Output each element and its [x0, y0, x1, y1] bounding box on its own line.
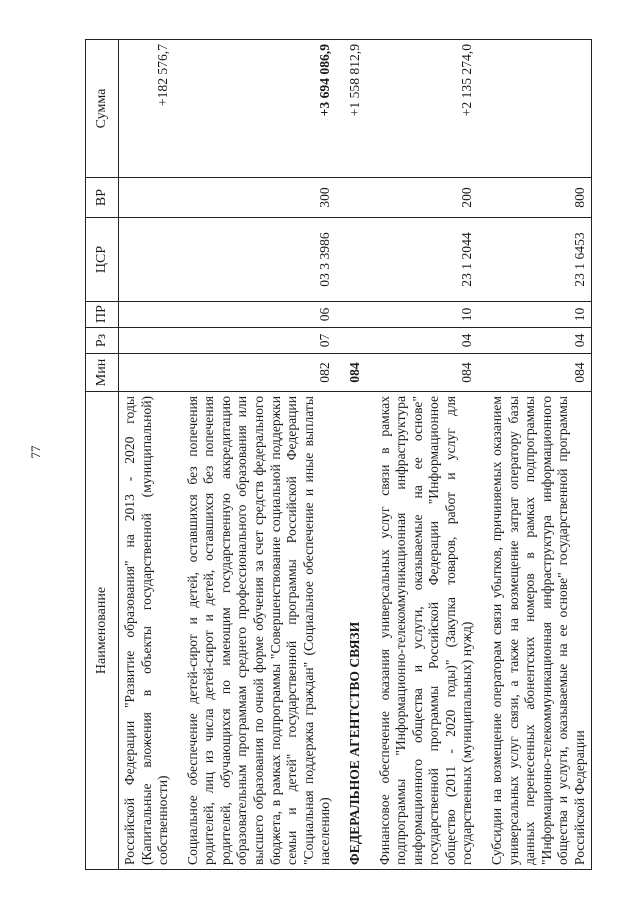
- table-header-row: [86, 40, 119, 870]
- row-sum: +2 135 274,0: [367, 40, 479, 178]
- row-vr: 300: [175, 178, 337, 218]
- table-row: [479, 40, 592, 870]
- row-csr: [337, 218, 367, 302]
- row-pr: [337, 302, 367, 328]
- header-sum: Сумма: [86, 40, 119, 178]
- row-min: 084: [337, 354, 367, 392]
- row-rz: 04: [367, 328, 479, 354]
- row-pr: 06: [175, 302, 337, 328]
- row-csr: 23 1 2044: [367, 218, 479, 302]
- row-name: Финансовое обеспечение оказания универсальных услуг связи в рамках подпрограммы "Информационно-телекоммуникационная инфраструктура информационного общества и услуги, оказываемые на ее основе" государственной программы Российской Федерации "Информационное общество (2011 - 2020 годы)" (Закупка товаров, работ и услуг для государственных (муниципальных) нужд): [367, 392, 479, 870]
- row-sum: [479, 40, 592, 178]
- row-name: Социальное обеспечение детей-сирот и детей, оставшихся без попечения родителей, лиц из числа детей-сирот и детей, оставшихся без попечения родителей, обучающихся по имеющим государственную аккредитацию образовательным программам среднего профессионального образования или высшего образования по очной форме обучения за счет средств федерального бюджета, в рамках подпрограммы "Совершенствование социальной поддержки семьи и детей" государственной программы Российской Федерации "Социальная поддержка граждан" (Социальное обеспечение и иные выплаты населению): [175, 392, 337, 870]
- row-rz: 04: [479, 328, 592, 354]
- row-vr: [119, 178, 175, 218]
- row-vr: 800: [479, 178, 592, 218]
- table-row: [337, 40, 367, 870]
- row-pr: [119, 302, 175, 328]
- page-number: 77: [28, 445, 43, 459]
- row-sum: +1 558 812,9: [337, 40, 367, 178]
- row-name: ФЕДЕРАЛЬНОЕ АГЕНТСТВО СВЯЗИ: [337, 392, 367, 870]
- header-csr: ЦСР: [86, 218, 119, 302]
- header-name: Наименование: [86, 392, 119, 870]
- row-rz: 07: [175, 328, 337, 354]
- row-sum: +3 694 086,9: [175, 40, 337, 178]
- budget-table: [85, 39, 592, 870]
- header-rz: Рз: [86, 328, 119, 354]
- row-pr: 10: [479, 302, 592, 328]
- row-sum: +182 576,7: [119, 40, 175, 178]
- row-csr: 03 3 3986: [175, 218, 337, 302]
- header-vr: ВР: [86, 178, 119, 218]
- row-vr: 200: [367, 178, 479, 218]
- row-vr: [337, 178, 367, 218]
- row-csr: [119, 218, 175, 302]
- row-min: 082: [175, 354, 337, 392]
- row-pr: 10: [367, 302, 479, 328]
- row-min: 084: [367, 354, 479, 392]
- header-pr: ПР: [86, 302, 119, 328]
- header-min: Мин: [86, 354, 119, 392]
- row-rz: [337, 328, 367, 354]
- table-row: [367, 40, 479, 870]
- rotated-budget-table: [85, 40, 615, 870]
- row-rz: [119, 328, 175, 354]
- row-name: Российской Федерации "Развитие образования" на 2013 - 2020 годы (Капитальные вложения в объекты государственной (муниципальной) собственности): [119, 392, 175, 870]
- row-csr: 23 1 6453: [479, 218, 592, 302]
- row-name: Субсидии на возмещение операторам связи убытков, причиняемых оказанием универсальных услуг связи, а также на возмещение затрат оператору базы данных перенесенных абонентских номеров в рамках подпрограммы "Информационно-телекоммуникационная инфраструктура информационного общества и услуги, оказываемые на ее основе" государственной программы Российской Федерации: [479, 392, 592, 870]
- table-row: [175, 40, 337, 870]
- table-row: [119, 40, 175, 870]
- row-min: 084: [479, 354, 592, 392]
- row-min: [119, 354, 175, 392]
